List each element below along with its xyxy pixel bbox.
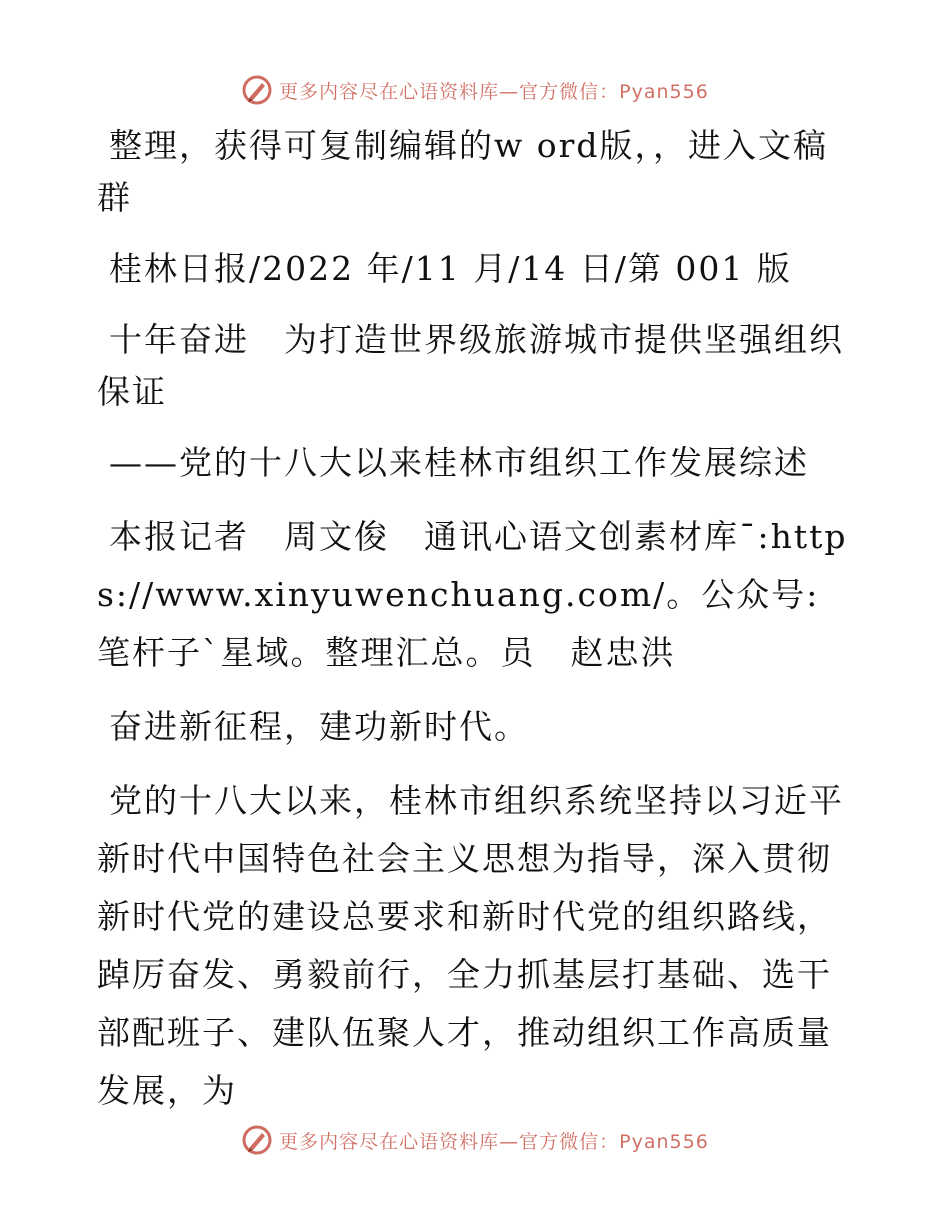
footer-watermark-text: 更多内容尽在心语资料库—官方微信：Pyan556 — [279, 1130, 709, 1153]
document-body — [97, 120, 857, 1139]
pen-logo-icon — [241, 1124, 273, 1156]
header-watermark-text: 更多内容尽在心语资料库—官方微信：Pyan556 — [279, 80, 709, 103]
article-subtitle: ——党的十八大以来桂林市组织工作发展综述 — [109, 443, 809, 482]
pen-logo-icon — [241, 74, 273, 106]
lead-sentence: 奋进新征程，建功新时代。 — [109, 707, 529, 746]
intro-note: 整理，获得可复制编辑的w ord版，，进入文稿群 — [97, 126, 829, 217]
source-line: 桂林日报/2022 年/11 月/14 日/第 001 版 — [109, 249, 792, 288]
header-watermark-banner — [0, 70, 950, 110]
byline: 本报记者 周文俊 通讯心语文创素材库¯:https://www.xinyuwenchuang.com/。公众号: 笔杆子`星域。整理汇总。员 赵忠洪 — [97, 517, 848, 672]
footer-watermark-banner — [0, 1120, 950, 1160]
body-paragraph: 党的十八大以来，桂林市组织系统坚持以习近平新时代中国特色社会主义思想为指导，深入贯彻新时代党的建设总要求和新时代党的组织路线，踔厉奋发、勇毅前行，全力抓基层打基础、选干部配班子、建队伍聚人才，推动组织工作高质量发展，为 — [97, 781, 844, 1110]
article-title: 十年奋进 为打造世界级旅游城市提供坚强组织保证 — [97, 320, 844, 411]
